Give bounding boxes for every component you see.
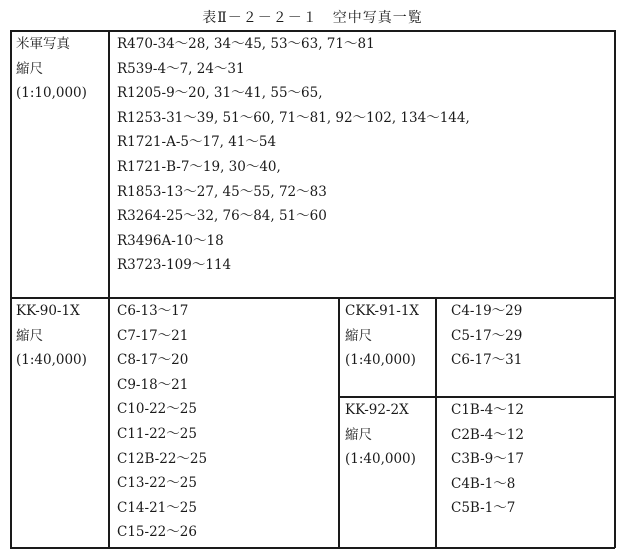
list-item: C6-13～17 <box>117 303 189 319</box>
scale-value: (1:40,000) <box>345 451 416 468</box>
scale-value: (1:40,000) <box>345 352 416 369</box>
section-label: KK-92-2X <box>345 402 409 418</box>
scale-label: 縮尺 <box>16 327 43 344</box>
list-item: R3264-25～32, 76～84, 51～60 <box>117 208 327 225</box>
list-item: R3496A-10～18 <box>117 232 224 249</box>
scale-label: 縮尺 <box>345 426 372 443</box>
list-item: C1B-4～12 <box>451 402 524 418</box>
divider-top-section <box>10 297 615 299</box>
divider-ckk-photos <box>435 297 437 548</box>
table-border-bottom <box>10 547 615 549</box>
list-item: R539-4～7, 24～31 <box>117 60 245 77</box>
list-item: R3723-109～114 <box>117 257 232 274</box>
list-item: C10-22～25 <box>117 401 197 418</box>
ckk91-label-cell <box>345 299 419 373</box>
kk90-photo-list <box>117 299 207 545</box>
list-item: R1721-A-5～17, 41～54 <box>117 134 277 151</box>
kk90-label-cell <box>16 299 87 373</box>
scale-label: 縮尺 <box>16 60 43 77</box>
table-border-right <box>614 30 616 548</box>
scale-value: (1:10,000) <box>16 85 87 102</box>
table-title: 表Ⅱ－２－２－１ 空中写真一覧 <box>202 10 423 26</box>
list-item: C8-17～20 <box>117 352 189 369</box>
list-item: C5-17～29 <box>451 327 523 344</box>
list-item: C13-22～25 <box>117 475 197 492</box>
list-item: C3B-9～17 <box>451 451 524 468</box>
list-item: C6-17～31 <box>451 352 523 369</box>
list-item: R1721-B-7～19, 30～40, <box>117 158 281 175</box>
list-item: C4-19～29 <box>451 303 523 319</box>
section-label: CKK-91-1X <box>345 303 420 319</box>
list-item: C11-22～25 <box>117 425 197 442</box>
list-item: C5B-1～7 <box>451 500 516 517</box>
table-border-left <box>10 30 12 548</box>
list-item: R1853-13～27, 45～55, 72～83 <box>117 183 327 200</box>
kk92-label-cell <box>345 398 416 472</box>
list-item: C7-17～21 <box>117 327 189 344</box>
section-label: 米軍写真 <box>16 36 70 52</box>
divider-ckk-label <box>338 297 340 548</box>
scale-label: 縮尺 <box>345 327 372 344</box>
us-army-photo-list <box>117 32 470 278</box>
list-item: R1253-31～39, 51～60, 71～81, 92～102, 134～144, <box>117 109 470 126</box>
scale-value: (1:40,000) <box>16 352 87 369</box>
list-item: C14-21～25 <box>117 499 197 516</box>
divider-label-column <box>108 30 110 548</box>
list-item: C9-18～21 <box>117 376 189 393</box>
list-item: C12B-22～25 <box>117 450 208 467</box>
list-item: C2B-4～12 <box>451 426 524 443</box>
list-item: C4B-1～8 <box>451 475 516 492</box>
list-item: R1205-9～20, 31～41, 55～65, <box>117 85 323 102</box>
list-item: C15-22～26 <box>117 524 197 541</box>
list-item: R470-34～28, 34～45, 53～63, 71～81 <box>117 36 375 52</box>
us-army-label-cell <box>16 32 87 106</box>
kk92-photo-list <box>451 398 524 521</box>
ckk91-photo-list <box>451 299 522 373</box>
section-label: KK-90-1X <box>16 303 80 319</box>
